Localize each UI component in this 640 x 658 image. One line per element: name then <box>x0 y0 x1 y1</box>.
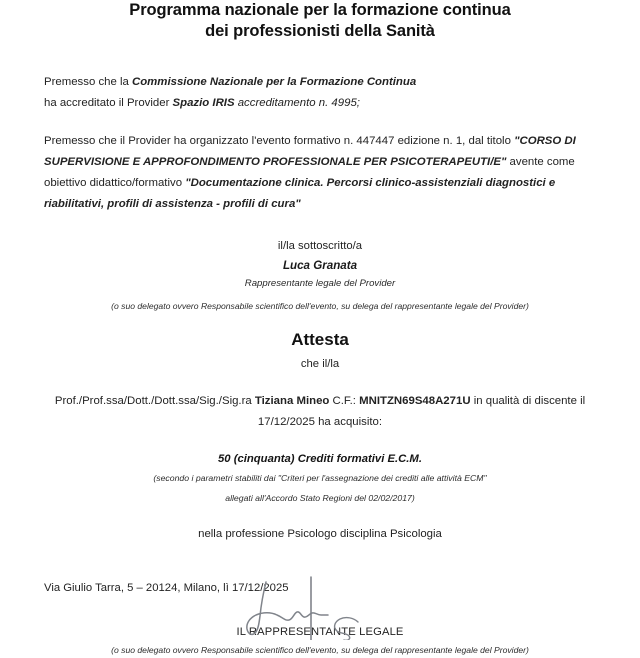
premise-event-paragraph <box>44 131 596 215</box>
credits-amount: 50 (cinquanta) Crediti formativi E.C.M. <box>217 453 422 465</box>
attestation-date: 17/12/2025 <box>257 416 315 428</box>
event-middle-text: avente come obiettivo didattico/formativo <box>44 156 575 189</box>
acquired-text: ha acquisito: <box>314 416 383 428</box>
participant-name: Tiziana Mineo <box>254 395 330 407</box>
legal-representative-note: (o suo delegato ovvero Responsabile scientifico dell'evento, su delega del rappresentante legale del Provider) <box>111 645 529 655</box>
page-title <box>44 0 596 42</box>
signer-delegation-note: (o suo delegato ovvero Responsabile scientifico dell'evento, su delega del rappresentante legale del Provider) <box>111 301 529 311</box>
participant-titles-prefix: Prof./Prof.ssa/Dott./Dott.ssa/Sig./Sig.ra <box>54 395 255 407</box>
provider-lead-text: ha accreditato il Provider <box>44 97 173 109</box>
credits-note <box>44 470 596 506</box>
premise-accreditation-line1 <box>44 72 596 93</box>
credits-note-line1: (secondo i parametri stabiliti dai "Criteri per l'assegnazione dei crediti alle attività ECM" <box>153 473 487 483</box>
premise-accreditation-paragraph <box>44 72 596 114</box>
signer-name: Luca Granata <box>282 259 358 272</box>
signer-role: Rappresentante legale del Provider <box>244 278 396 289</box>
page-title-line2: dei professionisti della Sanità <box>205 22 435 40</box>
credits-note-line2: allegati all'Accordo Stato Regioni del 02/02/2017) <box>225 493 415 503</box>
provider-name: Spazio IRIS <box>172 97 235 109</box>
premise-lead-text: Premesso che la <box>44 76 132 88</box>
profession-line: nella professione Psicologo disciplina Psicologia <box>198 528 442 540</box>
fiscal-code-value: MNITZN69S48A271U <box>359 395 471 407</box>
fiscal-code-label: C.F.: <box>329 395 360 407</box>
signer-prefix: il/la sottoscritto/a <box>277 240 363 252</box>
legal-representative-title: IL RAPPRESENTANTE LEGALE <box>236 626 404 638</box>
commission-name: Commissione Nazionale per la Formazione Continua <box>132 76 417 88</box>
premise-accreditation-line2 <box>44 93 596 114</box>
attesta-subheading: che il/la <box>300 358 340 370</box>
participant-statement <box>44 391 596 433</box>
accreditation-number-text: accreditamento n. 4995; <box>234 97 360 109</box>
participant-role-text: in qualità di discente il <box>470 395 586 407</box>
course-title: "CORSO DI SUPERVISIONE E APPROFONDIMENTO PROFESSIONALE PER PSICOTERAPEUTI/E" <box>44 135 576 168</box>
page-title-line1: Programma nazionale per la formazione continua <box>129 1 511 19</box>
attesta-heading: Attesta <box>291 330 349 349</box>
address-and-date: Via Giulio Tarra, 5 – 20124, Milano, lì 17/12/2025 <box>44 582 289 594</box>
course-objective: "Documentazione clinica. Percorsi clinico-assistenziali diagnostici e riabilitativi, profili di assistenza - profili di cura" <box>44 177 556 210</box>
event-lead-text: Premesso che il Provider ha organizzato l'evento formativo n. 447447 edizione n. 1, dal titolo <box>44 135 515 147</box>
